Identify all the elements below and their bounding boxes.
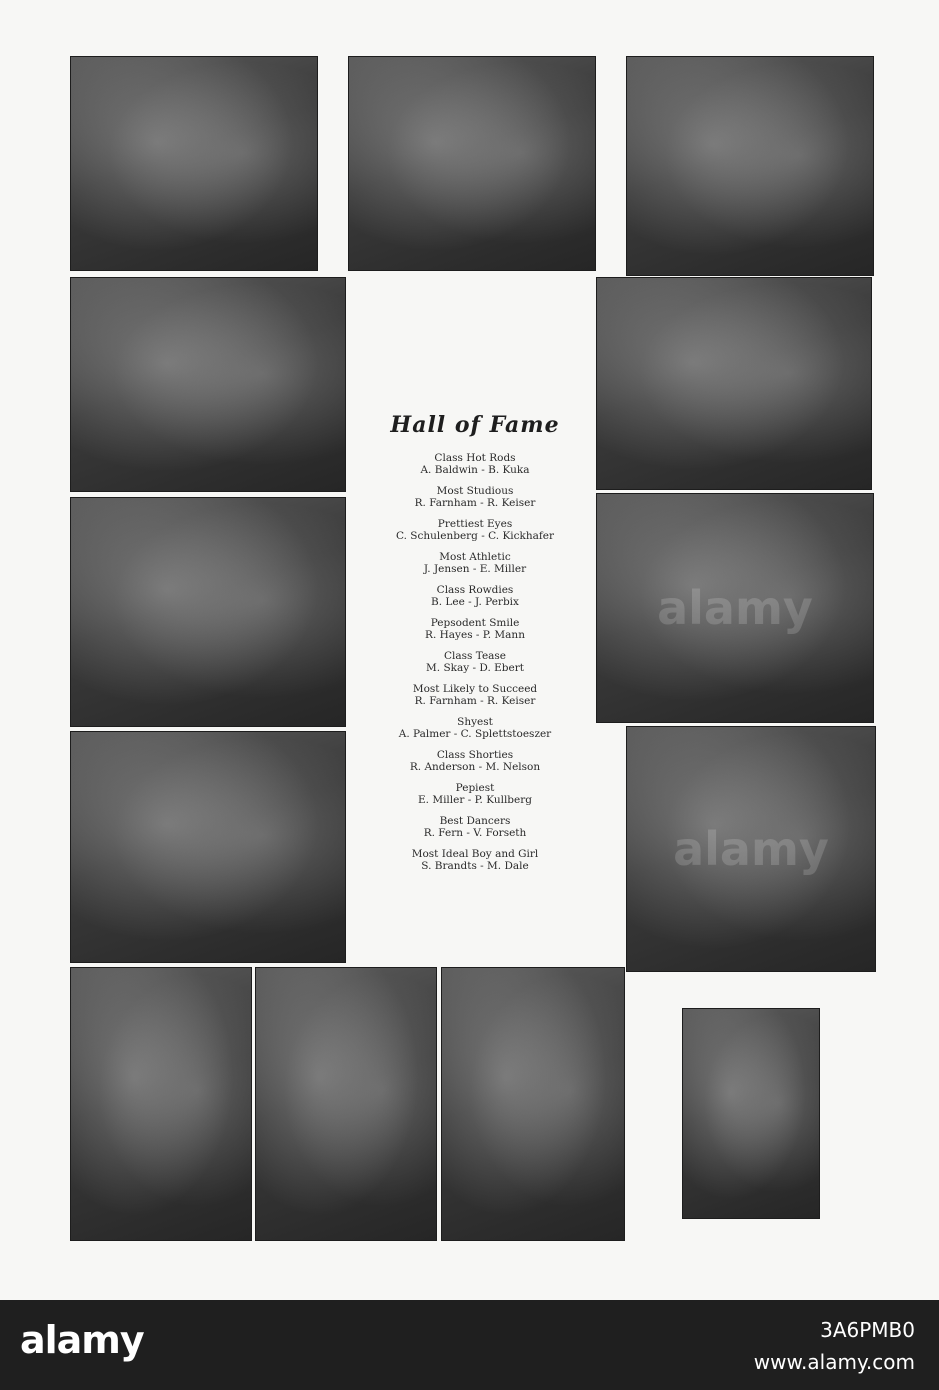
award-winners: A. Palmer - C. Splettstoeszer — [398, 728, 552, 740]
award-name: Class Rowdies — [436, 584, 514, 596]
award-entry — [355, 749, 595, 773]
award-winners: R. Anderson - M. Nelson — [409, 761, 541, 773]
photo-convertible-car — [70, 56, 318, 271]
award-name: Most Studious — [436, 485, 514, 497]
award-entry — [355, 815, 595, 839]
photo-dancing — [441, 967, 625, 1241]
site-url: www.alamy.com — [753, 1350, 915, 1374]
photo-flexing-basketball — [70, 277, 346, 492]
award-entry — [355, 848, 595, 872]
photo-shy-couple — [626, 726, 876, 972]
award-name: Class Hot Rods — [434, 452, 516, 464]
award-winners: M. Skay - D. Ebert — [426, 662, 524, 674]
award-entry — [355, 518, 595, 542]
image-id: 3A6PMB0 — [820, 1318, 915, 1342]
award-winners: E. Miller - P. Kullberg — [417, 794, 532, 806]
hall-of-fame-list — [355, 412, 595, 881]
award-name: Most Likely to Succeed — [412, 683, 538, 695]
award-winners: R. Farnham - R. Keiser — [414, 497, 536, 509]
award-winners: C. Schulenberg - C. Kickhafer — [395, 530, 555, 542]
award-winners: R. Farnham - R. Keiser — [414, 695, 536, 707]
footer-info — [754, 1314, 915, 1378]
award-entry — [355, 716, 595, 740]
photo-playful-wrestle — [596, 277, 872, 490]
footer-bar — [0, 1300, 939, 1390]
award-winners: S. Brandts - M. Dale — [421, 860, 529, 872]
award-name: Best Dancers — [439, 815, 511, 827]
awards-list — [355, 452, 595, 872]
award-name: Pepsodent Smile — [430, 617, 520, 629]
award-entry — [355, 782, 595, 806]
photo-hand-on-shoulder — [596, 493, 874, 723]
photo-shorties — [70, 967, 252, 1241]
award-name: Most Ideal Boy and Girl — [411, 848, 539, 860]
award-entry — [355, 584, 595, 608]
award-winners: R. Hayes - P. Mann — [425, 629, 525, 641]
award-name: Class Tease — [443, 650, 507, 662]
award-entry — [355, 452, 595, 476]
photo-couple-purse — [70, 731, 346, 963]
photo-couple-seated — [626, 56, 874, 276]
photo-smiling-couple — [70, 497, 346, 727]
award-winners: J. Jensen - E. Miller — [423, 563, 527, 575]
footer-logo: alamy — [20, 1318, 144, 1362]
award-entry — [355, 617, 595, 641]
award-name: Most Athletic — [439, 551, 511, 563]
watermark: alamy — [657, 581, 813, 635]
award-entry — [355, 683, 595, 707]
award-name: Pepiest — [455, 782, 495, 794]
award-name: Shyest — [457, 716, 493, 728]
photo-stairs-pepiest — [255, 967, 437, 1241]
award-winners: R. Fern - V. Forseth — [423, 827, 527, 839]
photo-ideal-couple-stairs — [682, 1008, 820, 1219]
watermark: alamy — [673, 822, 829, 876]
award-entry — [355, 485, 595, 509]
award-name: Prettiest Eyes — [437, 518, 513, 530]
photo-reading-books — [348, 56, 596, 271]
page-title: Hall of Fame — [390, 412, 560, 438]
award-entry — [355, 650, 595, 674]
award-entry — [355, 551, 595, 575]
award-winners: B. Lee - J. Perbix — [431, 596, 519, 608]
award-name: Class Shorties — [436, 749, 514, 761]
award-winners: A. Baldwin - B. Kuka — [420, 464, 530, 476]
